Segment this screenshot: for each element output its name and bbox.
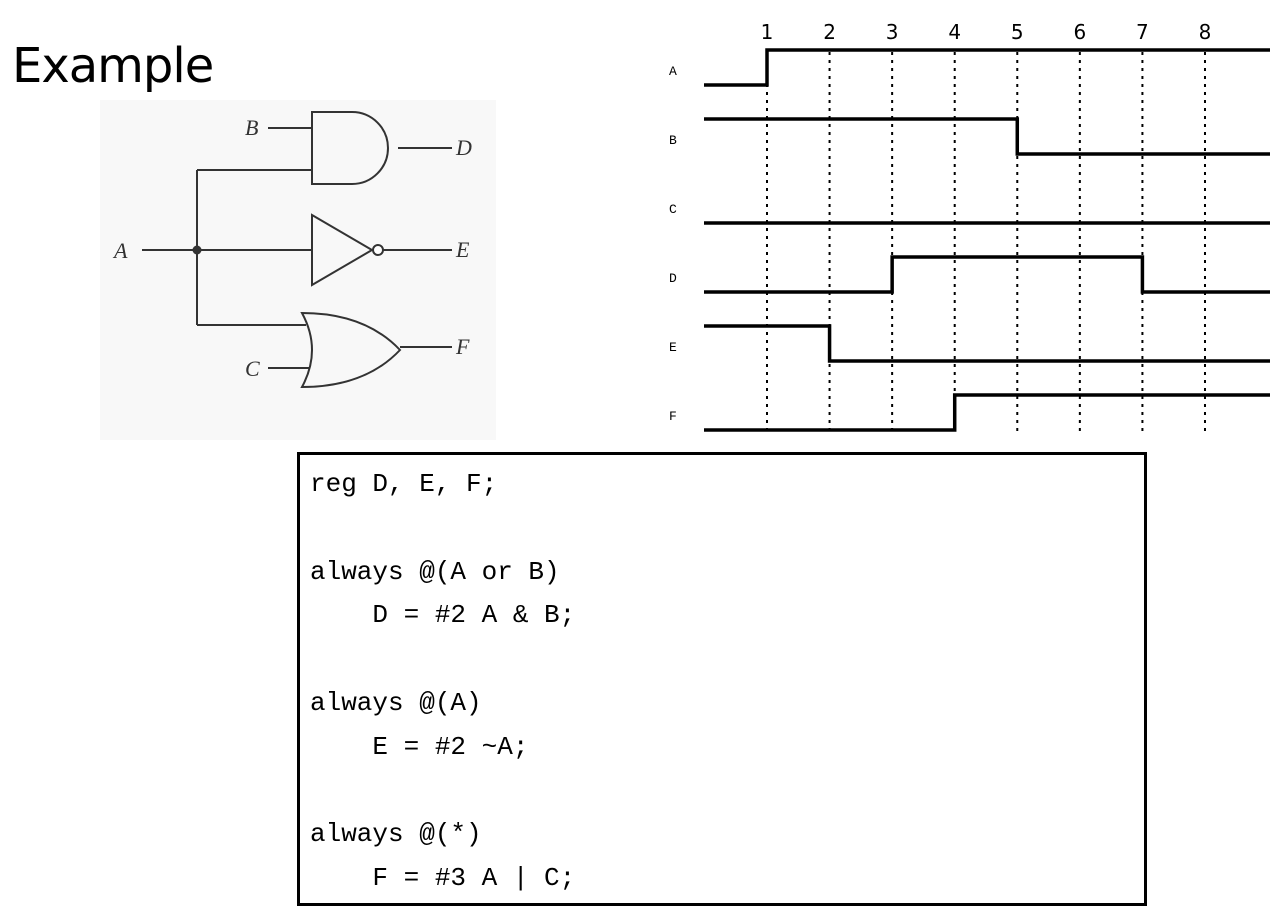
time-marker-label: 8 bbox=[1198, 20, 1212, 44]
time-marker-label: 1 bbox=[760, 20, 774, 44]
timing-diagram bbox=[0, 0, 1279, 445]
code-line: D = #2 A & B; bbox=[310, 600, 576, 631]
signal-label: F bbox=[669, 409, 677, 424]
circuit-label-d: D bbox=[456, 135, 472, 160]
signal-waveform bbox=[704, 257, 1270, 292]
time-marker-label: 7 bbox=[1136, 20, 1149, 44]
signal-label: D bbox=[669, 271, 677, 286]
circuit-label-b: B bbox=[245, 115, 259, 140]
circuit-label-c: C bbox=[245, 356, 260, 381]
code-line: always @(A or B) bbox=[310, 556, 560, 587]
slide-title: Example bbox=[12, 38, 214, 94]
signal-waveform bbox=[704, 50, 1270, 85]
signal-label: E bbox=[669, 340, 677, 355]
circuit-label-a: A bbox=[114, 238, 128, 263]
signal-waveform bbox=[704, 326, 1270, 361]
time-marker-label: 4 bbox=[948, 20, 962, 44]
signal-waveform bbox=[704, 395, 1270, 430]
code-line: F = #3 A | C; bbox=[310, 863, 576, 894]
signal-label: C bbox=[669, 202, 677, 217]
signal-label: B bbox=[669, 133, 677, 148]
circuit-label-f: F bbox=[456, 334, 470, 359]
code-line: always @(A) bbox=[310, 688, 482, 718]
code-line: reg D, E, F; bbox=[310, 469, 498, 499]
time-marker-label: 6 bbox=[1073, 20, 1087, 44]
time-marker-label: 5 bbox=[1010, 20, 1024, 44]
time-marker-label: 3 bbox=[885, 20, 899, 44]
circuit-label-e: E bbox=[456, 237, 470, 262]
time-marker-label: 2 bbox=[823, 20, 836, 44]
verilog-code-box bbox=[297, 452, 1147, 906]
signal-label: A bbox=[669, 64, 677, 79]
code-line: E = #2 ~A; bbox=[310, 731, 529, 762]
signal-waveform bbox=[704, 119, 1270, 154]
code-line: always @(*) bbox=[310, 819, 482, 850]
